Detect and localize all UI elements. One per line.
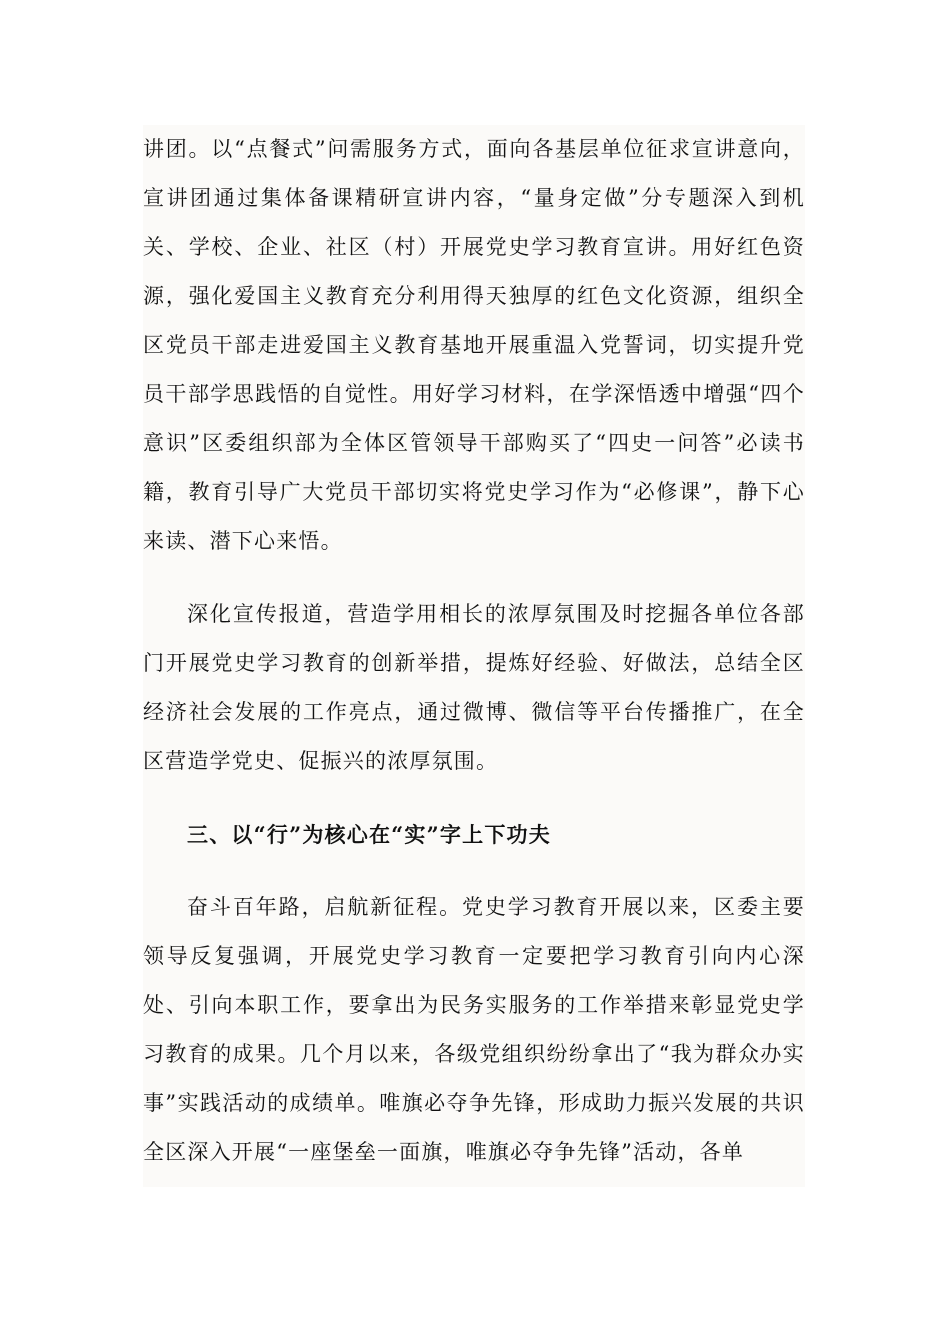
paragraph-2: 深化宣传报道，营造学用相长的浓厚氛围及时挖掘各单位各部门开展党史学习教育的创新举措，提炼好经验、好做法，总结全区经济社会发展的工作亮点，通过微博、微信等平台传播推广，在全区营造学党史、促振兴的浓厚氛围。 — [143, 602, 805, 773]
section-heading: 三、以“行”为核心在“实”字上下功夫 — [187, 822, 551, 847]
paragraph-3: 奋斗百年路，启航新征程。党史学习教育开展以来，区委主要领导反复强调，开展党史学习教育一定要把学习教育引向内心深处、引向本职工作，要拿出为民务实服务的工作举措来彰显党史学习教育的成果。几个月以来，各级党组织纷纷拿出了“我为群众办实事”实践活动的成绩单。唯旗必夺争先锋，形成助力振兴发展的共识全区深入开展“一座堡垒一面旗，唯旗必夺争先锋”活动，各单 — [143, 895, 805, 1164]
paragraph-1: 讲团。以“点餐式”问需服务方式，面向各基层单位征求宣讲意向，宣讲团通过集体备课精研宣讲内容，“量身定做”分专题深入到机关、学校、企业、社区（村）开展党史学习教育宣讲。用好红色资源，强化爱国主义教育充分利用得天独厚的红色文化资源，组织全区党员干部走进爱国主义教育基地开展重温入党誓词，切实提升党员干部学思践悟的自觉性。用好学习材料，在学深悟透中增强“四个意识”区委组织部为全体区管领导干部购买了“四史一问答”必读书籍，教育引导广大党员干部切实将党史学习作为“必修课”，静下心来读、潜下心来悟。 — [143, 137, 805, 553]
text-body — [143, 125, 805, 1187]
